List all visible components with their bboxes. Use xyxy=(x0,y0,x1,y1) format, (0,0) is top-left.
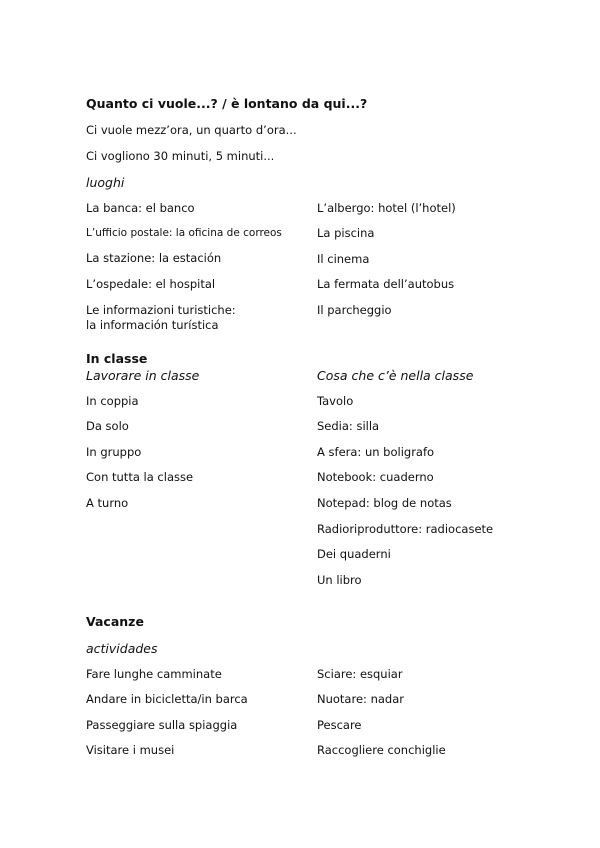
list-item: Fare lunghe camminate xyxy=(86,667,222,681)
text-line: Ci vuole mezz’ora, un quarto d’ora... xyxy=(86,123,297,137)
subheading-places: luoghi xyxy=(86,175,125,190)
subheading-working: Lavorare in classe xyxy=(86,368,200,383)
list-item: Visitare i musei xyxy=(86,743,175,757)
list-item: Radioriproduttore: radiocasete xyxy=(317,522,494,536)
list-item: Raccogliere conchiglie xyxy=(317,743,446,757)
list-item: Dei quaderni xyxy=(317,547,391,561)
list-item: La banca: el banco xyxy=(86,201,195,215)
text-line: Ci vogliono 30 minuti, 5 minuti... xyxy=(86,149,275,163)
subheading-activities: actividades xyxy=(86,641,158,656)
list-item: A turno xyxy=(86,496,129,510)
list-item: L’ospedale: el hospital xyxy=(86,277,216,291)
list-item: In gruppo xyxy=(86,445,142,459)
list-item: L’ufficio postale: la oficina de correos xyxy=(86,227,282,239)
section-title-distance: Quanto ci vuole...? / è lontano da qui...? xyxy=(86,96,368,111)
list-item: A sfera: un boligrafo xyxy=(317,445,435,459)
list-item: Nuotare: nadar xyxy=(317,692,404,706)
list-item: Le informazioni turistiche: xyxy=(86,303,236,317)
list-item: Il parcheggio xyxy=(317,303,392,317)
list-item: La stazione: la estación xyxy=(86,251,222,265)
list-item: In coppia xyxy=(86,394,139,408)
section-title-classroom: In classe xyxy=(86,351,148,366)
list-item: Tavolo xyxy=(317,394,354,408)
list-item: Pescare xyxy=(317,718,362,732)
list-item: Con tutta la classe xyxy=(86,470,194,484)
list-item: La fermata dell’autobus xyxy=(317,277,455,291)
list-item: Da solo xyxy=(86,419,129,433)
list-item: La piscina xyxy=(317,226,375,240)
list-item: Il cinema xyxy=(317,252,370,266)
subheading-objects: Cosa che c’è nella classe xyxy=(317,368,474,383)
list-item-translation: la información turística xyxy=(86,318,219,332)
list-item: Sedia: silla xyxy=(317,419,380,433)
list-item: Notepad: blog de notas xyxy=(317,496,452,510)
section-title-holidays: Vacanze xyxy=(86,614,144,629)
list-item: Notebook: cuaderno xyxy=(317,470,434,484)
list-item: L’albergo: hotel (l’hotel) xyxy=(317,201,456,215)
list-item: Sciare: esquiar xyxy=(317,667,403,681)
list-item: Andare in bicicletta/in barca xyxy=(86,692,248,706)
list-item: Passeggiare sulla spiaggia xyxy=(86,718,238,732)
list-item: Un libro xyxy=(317,573,362,587)
